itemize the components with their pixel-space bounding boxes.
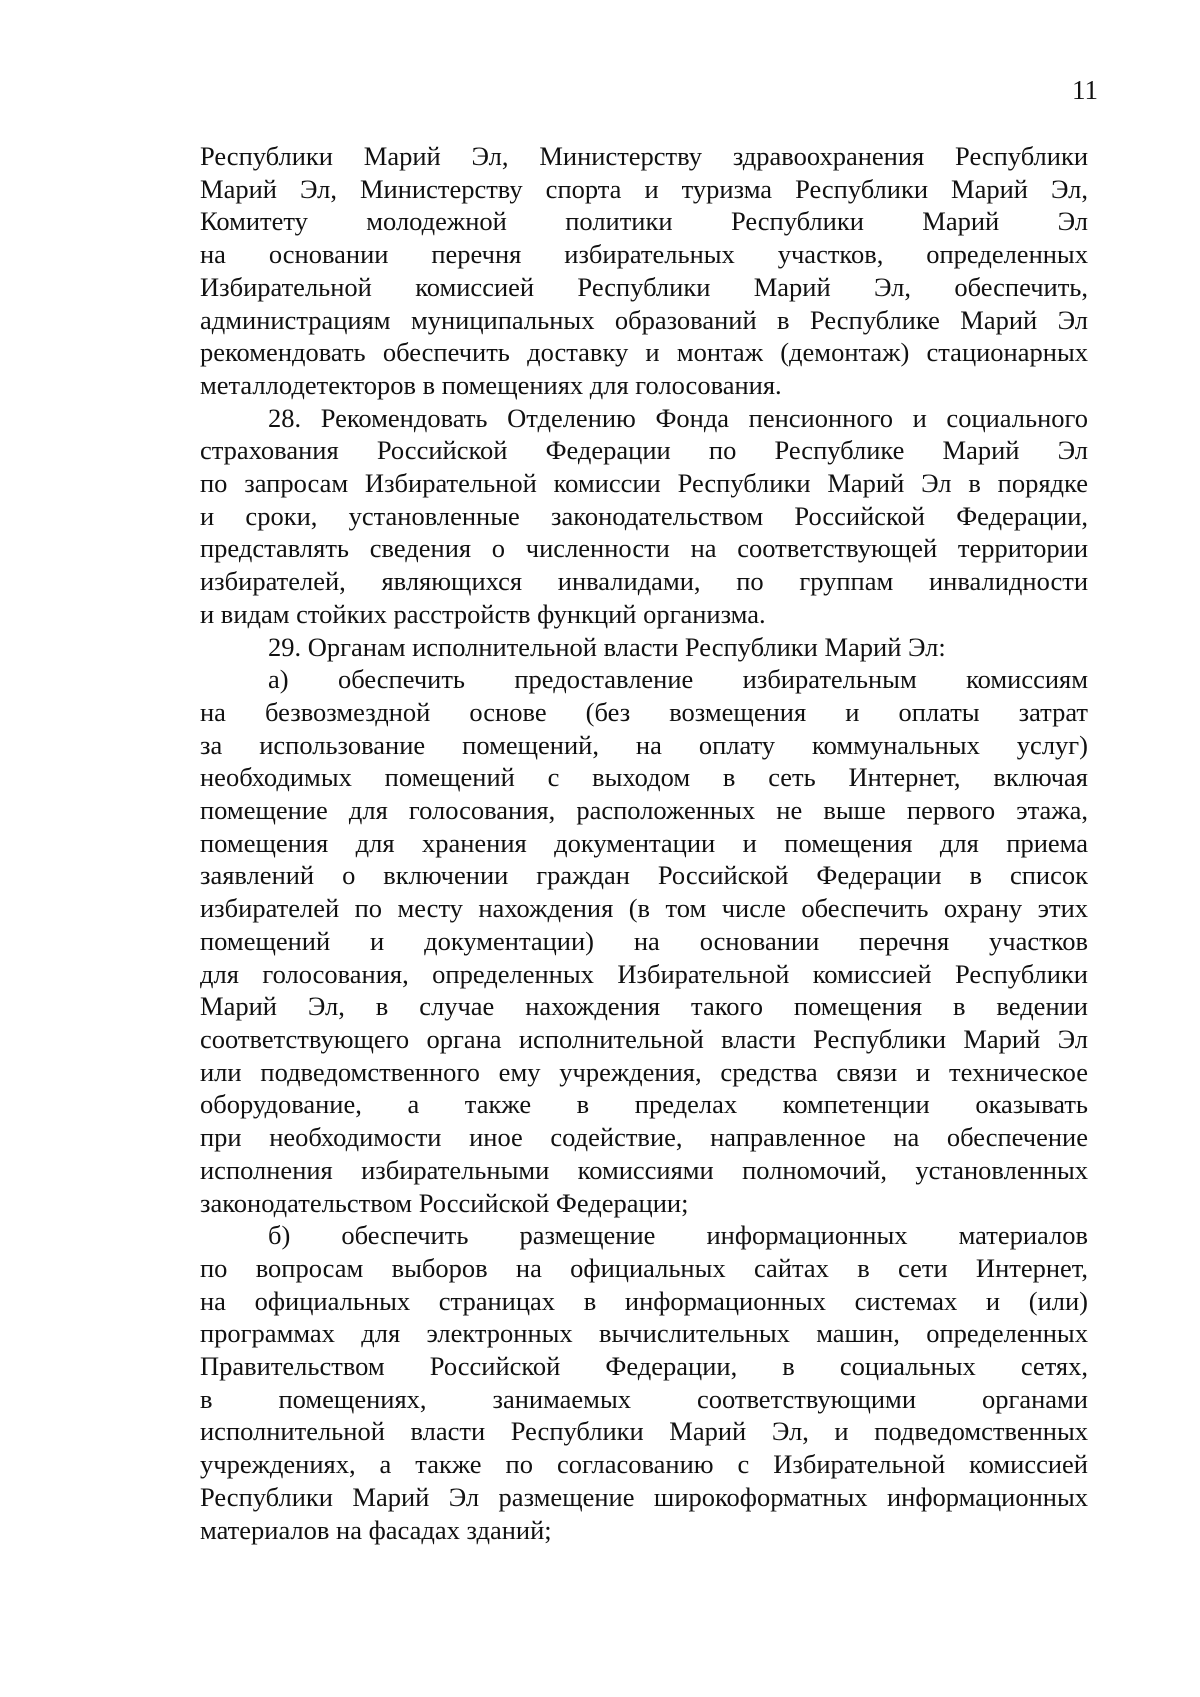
text-line: для голосования, определенных Избирательной комиссией Республики [200, 958, 1088, 989]
text-line: Правительством Российской Федерации, в социальных сетях, [200, 1351, 1088, 1382]
text-line: по запросам Избирательной комиссии Республики Марий Эл в порядке [200, 468, 1088, 499]
subitem-b-first-line: б) обеспечить размещение информационных материалов [268, 1220, 1088, 1251]
text-line: Республики Марий Эл размещение широкоформатных информационных [200, 1481, 1088, 1512]
page-number: 11 [1072, 75, 1098, 105]
text-line: за использование помещений, на оплату коммунальных услуг) [200, 729, 1088, 760]
document-body [200, 140, 1088, 1546]
text-line: на основании перечня избирательных участков, определенных [200, 239, 1088, 270]
text-line: Республики Марий Эл, Министерству здравоохранения Республики [200, 141, 1088, 171]
text-line: заявлений о включении граждан Российской Федерации в список [200, 860, 1088, 891]
text-line: материалов на фасадах зданий; [200, 1514, 552, 1545]
text-line: помещения для хранения документации и помещения для приема [200, 827, 1088, 858]
text-line: или подведомственного ему учреждения, средства связи и техническое [200, 1056, 1088, 1087]
text-line: необходимых помещений с выходом в сеть Интернет, включая [200, 762, 1088, 793]
text-line: по вопросам выборов на официальных сайтах в сети Интернет, [200, 1252, 1088, 1283]
paragraph-28-first-line: 28. Рекомендовать Отделению Фонда пенсионного и социального [268, 402, 1088, 433]
text-line: помещений и документации) на основании перечня участков [200, 925, 1088, 956]
text-line: представлять сведения о численности на соответствующей территории [200, 533, 1088, 564]
text-line: законодательством Российской Федерации; [200, 1187, 689, 1218]
paragraph-29-heading: 29. Органам исполнительной власти Республики Марий Эл: [268, 631, 946, 662]
text-line: избирателей по месту нахождения (в том числе обеспечить охрану этих [200, 893, 1088, 924]
text-line: помещение для голосования, расположенных не выше первого этажа, [200, 795, 1088, 826]
text-line: учреждениях, а также по согласованию с Избирательной комиссией [200, 1449, 1088, 1480]
text-line: рекомендовать обеспечить доставку и монтаж (демонтаж) стационарных [200, 337, 1088, 368]
subitem-a-first-line: а) обеспечить предоставление избирательным комиссиям [268, 664, 1088, 695]
text-line: на безвозмездной основе (без возмещения и оплаты затрат [200, 696, 1088, 727]
text-line: Марий Эл, Министерству спорта и туризма Республики Марий Эл, [200, 173, 1088, 204]
text-line: избирателей, являющихся инвалидами, по группам инвалидности [200, 566, 1088, 597]
text-line: администрациям муниципальных образований в Республике Марий Эл [200, 304, 1088, 335]
text-line: на официальных страницах в информационных системах и (или) [200, 1285, 1088, 1316]
text-line: программах для электронных вычислительных машин, определенных [200, 1318, 1088, 1349]
text-line: и видам стойких расстройств функций организма. [200, 598, 766, 629]
text-line: исполнения избирательными комиссиями полномочий, установленных [200, 1154, 1088, 1185]
text-line: Марий Эл, в случае нахождения такого помещения в ведении [200, 991, 1088, 1022]
text-line: страхования Российской Федерации по Республике Марий Эл [200, 435, 1088, 466]
text-line: и сроки, установленные законодательством Российской Федерации, [200, 500, 1088, 531]
text-line: исполнительной власти Республики Марий Эл, и подведомственных [200, 1416, 1088, 1447]
text-line: соответствующего органа исполнительной власти Республики Марий Эл [200, 1023, 1088, 1054]
text-line: оборудование, а также в пределах компетенции оказывать [200, 1089, 1088, 1120]
text-line: в помещениях, занимаемых соответствующими органами [200, 1383, 1088, 1414]
text-line: Избирательной комиссией Республики Марий Эл, обеспечить, [200, 271, 1088, 302]
text-line: Комитету молодежной политики Республики Марий Эл [200, 206, 1088, 237]
text-line: при необходимости иное содействие, направленное на обеспечение [200, 1122, 1088, 1153]
text-line: металлодетекторов в помещениях для голосования. [200, 369, 782, 400]
